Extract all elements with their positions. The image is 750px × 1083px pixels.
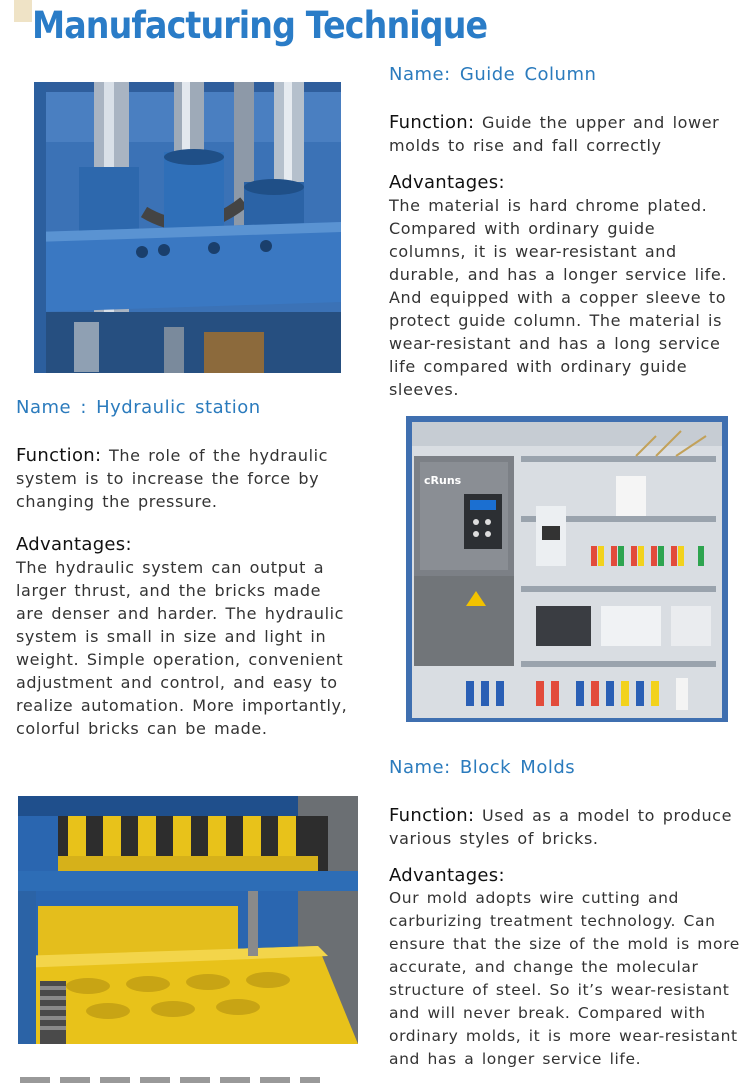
section-name-block-molds: Name: Block Molds bbox=[389, 757, 576, 778]
block-molds-function bbox=[389, 804, 739, 850]
page-title: Manufacturing Technique bbox=[32, 4, 488, 47]
hydraulic-advantages bbox=[16, 533, 356, 740]
advantages-label: Advantages: bbox=[389, 865, 505, 886]
guide-column-advantages bbox=[389, 171, 739, 401]
function-label: Function: bbox=[389, 805, 475, 826]
advantages-label: Advantages: bbox=[16, 534, 132, 555]
guide-column-photo bbox=[34, 82, 341, 373]
hydraulic-function bbox=[16, 444, 346, 513]
advantages-label: Advantages: bbox=[389, 172, 505, 193]
block-mold-photo bbox=[18, 796, 358, 1044]
advantages-text: The material is hard chrome plated. Compared with ordinary guide columns, it is wear-resistant and durable, and has a longer service life. And equipped with a copper sleeve to protect guide column. The material is wear-resistant and has a long service life compared with ordinary guide sleeves. bbox=[389, 196, 728, 399]
section-name-guide-column: Name: Guide Column bbox=[389, 64, 597, 85]
function-text: The role of the hydraulic system is to increase the force by changing the pressure. bbox=[16, 446, 329, 511]
function-label: Function: bbox=[16, 445, 102, 466]
bottom-caption-fragment bbox=[20, 1077, 320, 1083]
function-label: Function: bbox=[389, 112, 475, 133]
function-text: Guide the upper and lower molds to rise and fall correctly bbox=[389, 113, 720, 155]
advantages-text: The hydraulic system can output a larger thrust, and the bricks made are denser and harder. The hydraulic system is small in size and light in weight. Simple operation, convenient adjustment and control, and easy to realize automation. More importantly, colorful bricks can be made. bbox=[16, 558, 348, 738]
block-molds-advantages bbox=[389, 864, 747, 1071]
function-text: Used as a model to produce various styles of bricks. bbox=[389, 806, 733, 848]
inverter-brand: cRuns bbox=[424, 474, 462, 487]
control-cabinet-photo bbox=[406, 416, 728, 722]
advantages-text: Our mold adopts wire cutting and carburizing treatment technology. Can ensure that the size of the mold is more accurate, and change the molecular structure of steel. So it’s wear-resistant and will never break. Compared with ordinary molds, it is more wear-resistant and has a longer service life. bbox=[389, 889, 740, 1068]
guide-column-function bbox=[389, 111, 734, 157]
section-name-hydraulic-station: Name : Hydraulic station bbox=[16, 397, 261, 418]
corner-tag bbox=[14, 0, 32, 22]
